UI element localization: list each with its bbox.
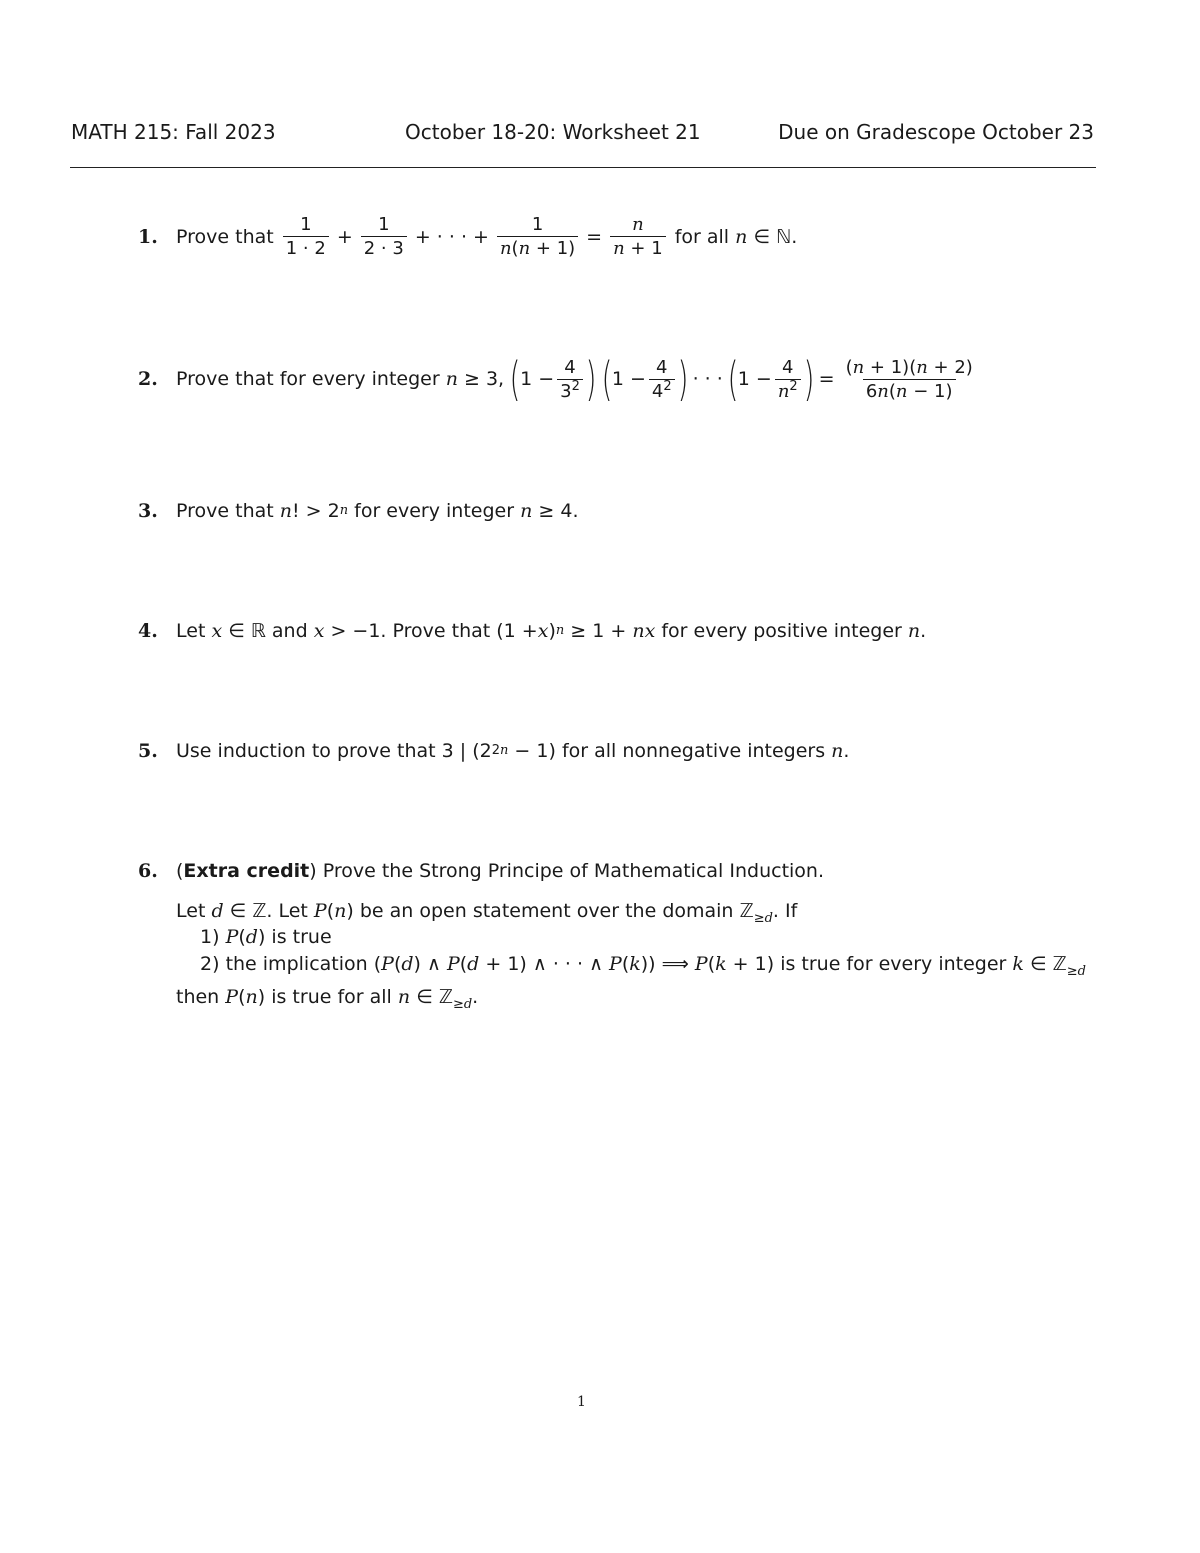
problem-3: 3. Prove that n ! > 2 n for every integer n ≥ 4. [138,500,579,522]
problem-text: Prove that [176,225,274,248]
header-course: MATH 215: Fall 2023 [71,120,276,144]
problem-text: Prove that [392,620,491,642]
fraction: $\frac{1}{n(n + 1)}$ [497,214,578,259]
fraction: $\frac{1}{2 \cdot 3}$ [361,214,407,259]
problem-text: then [176,986,220,1008]
problem-6-condition-2: 2) the implication (P(d) ∧ P(d + 1) ∧ · · · ∧ P(k)) ⟹ P(k + 1) is true for every integer k ∈ ℤ$_{\ge d}$ [200,953,1086,979]
problem-6-condition-1: 1) P(d) is true [200,926,332,948]
problem-text: Prove that for every integer [176,368,440,390]
header-due-date: Due on Gradescope October 23 [778,120,1094,144]
problem-text: be an open statement over the domain [359,900,734,922]
problem-6-conclusion: then P(n) is true for all n ∈ ℤ$_{\ge d}$. [176,986,479,1012]
problem-text: Use induction to prove that [176,740,436,762]
fraction: $\frac{4}{n^2}$ [775,357,801,402]
problem-text: is true for every integer [780,953,1007,975]
problem-number: 6. [138,860,158,882]
problem-number: 5. [138,740,158,762]
problem-text: Prove that [176,500,274,522]
problem-number: 2. [138,368,158,390]
problem-text: and [271,620,308,642]
problem-number: 4. [138,620,158,642]
problem-text: for every positive integer [661,620,902,642]
problem-number: 3. [138,500,158,522]
problem-text: Prove the Strong Principe of Mathematical Induction. [322,860,824,882]
header-rule [70,167,1096,168]
problem-2: 2. Prove that for every integer n ≥ 3, ( 1 − $\frac{4}{3^2}$ ) ( 1 − $\frac{4}{4^2}$ ) · · · ( 1 − $\frac{4}{n^2}$ ) = $\frac{(n + 1)(n + 2)}{6n(n - 1)}$ [138,356,979,402]
fraction: $\frac{4}{3^2}$ [557,357,583,402]
fraction: $\frac{(n + 1)(n + 2)}{6n(n - 1)}$ [845,356,973,402]
fraction: $\frac{1}{1 \cdot 2}$ [283,214,329,259]
fraction: $\frac{4}{4^2}$ [649,357,675,402]
problem-6-hypothesis: Let d ∈ ℤ. Let P(n) be an open statement over the domain ℤ$_{\ge d}$. If [176,900,798,926]
header-worksheet: October 18-20: Worksheet 21 [405,120,701,144]
problem-text: Let [278,900,308,922]
page-number: 1 [577,1394,586,1410]
problem-text: is true for all [271,986,392,1008]
problem-text: Let [176,900,206,922]
problem-text: for all [674,225,730,248]
extra-credit-label: Extra credit [183,860,310,882]
problem-text: for every integer [354,500,515,522]
problem-text: for all nonnegative integers [561,740,826,762]
problem-text: is true [271,926,332,948]
problem-text: If [785,900,798,922]
problem-text: the implication [225,953,368,975]
problem-4: 4. Let x ∈ ℝ and x > −1. Prove that (1 + x ) n ≥ 1 + nx for every positive integer n . [138,620,927,642]
fraction: $\frac{n}{n + 1}$ [610,214,666,259]
problem-1: 1. Prove that $\frac{1}{1 \cdot 2}$ + $\frac{1}{2 \cdot 3}$ + · · · + $\frac{1}{n(n + 1)}$ = $\frac{n}{n + 1}$ for all n ∈ ℕ. [138,214,798,259]
problem-5: 5. Use induction to prove that 3 | (2 2n − 1) for all nonnegative integers n . [138,740,850,762]
problem-text: Let [176,620,206,642]
problem-6: 6. ( Extra credit ) Prove the Strong Principe of Mathematical Induction. [138,860,824,882]
problem-number: 1. [138,225,158,248]
